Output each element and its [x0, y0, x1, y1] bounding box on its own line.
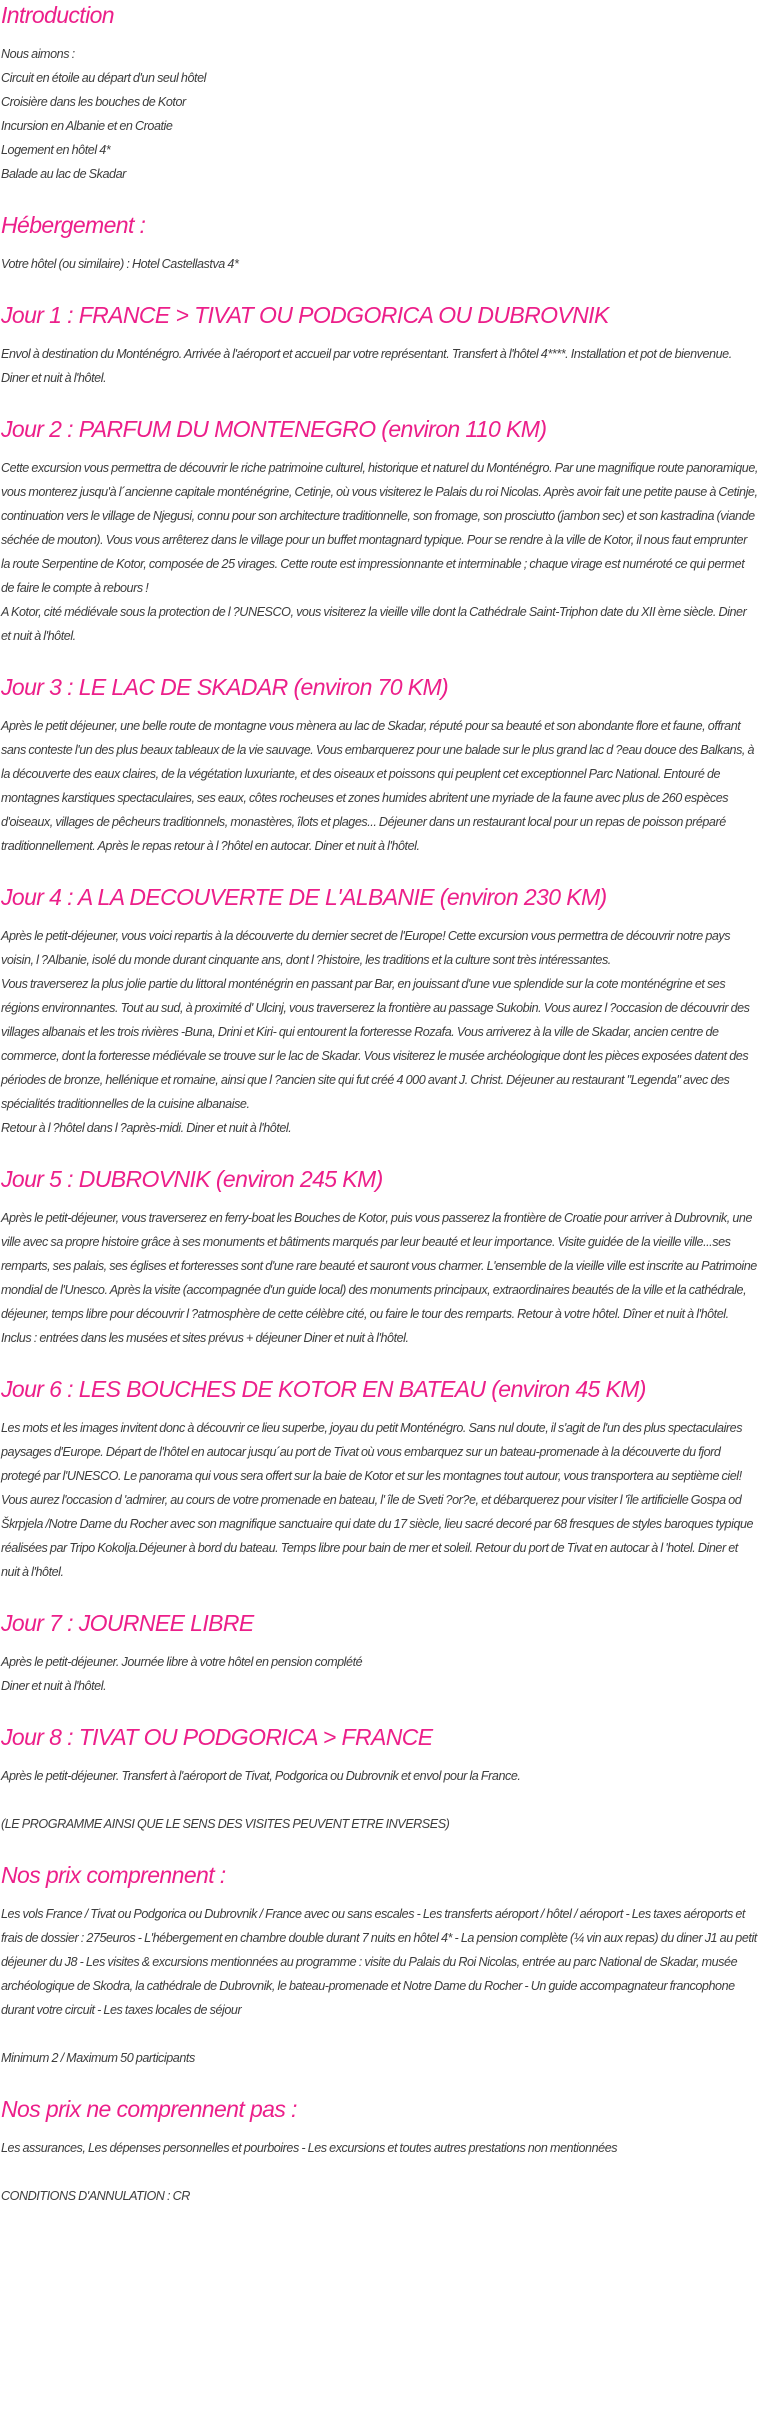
day-2-section: [1, 414, 758, 648]
intro-section: [1, 0, 758, 186]
day-6-section: [1, 1374, 758, 1584]
day-7-section: [1, 1608, 758, 1698]
day-4-section: [1, 882, 758, 1140]
day-8-section: [1, 1722, 758, 1836]
excludes-section: [1, 2094, 758, 2208]
day-8-text: Après le petit-déjeuner. Transfert à l'aéroport de Tivat, Podgorica ou Dubrovnik et envol pour la France.: [1, 1769, 521, 1783]
includes-section: [1, 1860, 758, 2070]
intro-line: Circuit en étoile au départ d'un seul hôtel: [1, 71, 206, 85]
day-3-text: Après le petit déjeuner, une belle route de montagne vous mènera au lac de Skadar, réputé pour sa beauté et son abondante flore et faune, offrant sans conteste l'un des plus beaux tableaux de la vie sauvage. Vous embarquerez pour une balade sur le plus grand lac d ?eau douce des Balkans, à la découverte des eaux claires, de la végétation luxuriante, et des oiseaux et poissons qui peuplent cet exceptionnel Parc National. Entouré de montagnes karstiques spectaculaires, ses eaux, côtes rocheuses et zones humides abritent une myriade de la faune avec plus de 260 espèces d'oiseaux, villages de pêcheurs traditionnels, monastères, îlots et plages... Déjeuner dans un restaurant local pour un repas de poisson préparé traditionnellement. Après le repas retour à l ?hôtel en autocar. Diner et nuit à l'hôtel.: [1, 719, 755, 853]
includes-text: Les vols France / Tivat ou Podgorica ou Dubrovnik / France avec ou sans escales - Les transferts aéroport / hôtel / aéroport - Les taxes aéroports et frais de dossier : 275euros - L'hébergement en chambre double durant 7 nuits en hôtel 4* - La pension complète (¼ vin aux repas) du diner J1 au petit déjeuner du J8 - Les visites & excursions mentionnées au programme : visite du Palais du Roi Nicolas, entrée au parc National de Skadar, musée archéologique de Skodra, la cathédrale de Dubrovnik, le bateau-promenade et Notre Dame du Rocher - Un guide accompagnateur francophone durant votre circuit - Les taxes locales de séjour: [1, 1907, 757, 2017]
includes-heading: Nos prix comprennent :: [1, 1862, 226, 1888]
day-5-section: [1, 1164, 758, 1350]
excludes-text: Les assurances, Les dépenses personnelles et pourboires - Les excursions et toutes autres prestations non mentionnées: [1, 2141, 618, 2155]
intro-heading: Introduction: [1, 2, 114, 28]
day-4-text: Après le petit-déjeuner, vous voici repartis à la découverte du dernier secret de l'Europe! Cette excursion vous permettra de découvrir notre pays voisin, l ?Albanie, isolé du monde durant cinquante ans, dont l ?histoire, les traditions et la culture sont très intéressantes.: [1, 929, 731, 967]
participants-text: Minimum 2 / Maximum 50 participants: [1, 2051, 195, 2065]
intro-line: Incursion en Albanie et en Croatie: [1, 119, 173, 133]
day-1-section: [1, 300, 758, 390]
intro-list: [1, 42, 758, 186]
day-7-heading: Jour 7 : JOURNEE LIBRE: [1, 1610, 254, 1636]
day-7-text: Diner et nuit à l'hôtel.: [1, 1679, 107, 1693]
day-8-heading: Jour 8 : TIVAT OU PODGORICA > FRANCE: [1, 1724, 433, 1750]
day-2-text: Cette excursion vous permettra de découvrir le riche patrimoine culturel, historique et naturel du Monténégro. Par une magnifique route panoramique, vous monterez jusqu'à l´ancienne capitale monténégrine, Cetinje, où vous visiterez le Palais du roi Nicolas. Après avoir fait une petite pause à Cetinje, continuation vers le village de Njegusi, connu pour son architecture traditionnelle, son fromage, son prosciutto (jambon sec) et son kastradina (viande séchée de mouton). Vous vous arrêterez dans le village pour un buffet montagnard typique. Pour se rendre à la ville de Kotor, il nous faut emprunter la route Serpentine de Kotor, composée de 25 virages. Cette route est impressionnante et interminable ; chaque virage est numéroté ce qui permet de faire le compte à rebours !: [1, 461, 758, 595]
day-5-heading: Jour 5 : DUBROVNIK (environ 245 KM): [1, 1166, 383, 1192]
day-2-heading: Jour 2 : PARFUM DU MONTENEGRO (environ 110 KM): [1, 416, 547, 442]
intro-line: Croisière dans les bouches de Kotor: [1, 95, 186, 109]
day-4-text: Vous traverserez la plus jolie partie du littoral monténégrin en passant par Bar, en jouissant d'une vue splendide sur la cote monténégrine et ses régions environnantes. Tout au sud, à proximité d' Ulcinj, vous traverserez la frontière au passage Sukobin. Vous aurez l ?occasion de découvrir des villages albanais et les trois rivières -Buna, Drini et Kiri- qui entourent la forteresse Rozafa. Vous arriverez à la ville de Skadar, ancien centre de commerce, dont la forteresse médiévale se trouve sur le lac de Skadar. Vous visiterez le musée archéologique dont les pièces exposées datent des périodes de bronze, hellénique et romaine, ainsi que l ?ancien site qui fut créé 4 000 avant J. Christ. Déjeuner au restaurant "Legenda" avec des spécialités traditionnelles de la cuisine albanaise.: [1, 977, 750, 1111]
hebergement-text: Votre hôtel (ou similaire) : Hotel Castellastva 4*: [1, 257, 239, 271]
hebergement-section: [1, 210, 758, 276]
day-3-heading: Jour 3 : LE LAC DE SKADAR (environ 70 KM): [1, 674, 449, 700]
intro-line: Logement en hôtel 4*: [1, 143, 111, 157]
excludes-heading: Nos prix ne comprennent pas :: [1, 2096, 297, 2122]
hebergement-heading: Hébergement :: [1, 212, 146, 238]
day-4-heading: Jour 4 : A LA DECOUVERTE DE L'ALBANIE (environ 230 KM): [1, 884, 607, 910]
intro-line: Balade au lac de Skadar: [1, 167, 126, 181]
day-2-text: A Kotor, cité médiévale sous la protection de l ?UNESCO, vous visiterez la vieille ville dont la Cathédrale Saint-Triphon date du XII ème siècle. Diner et nuit à l'hôtel.: [1, 605, 747, 643]
day-4-text: Retour à l ?hôtel dans l ?après-midi. Diner et nuit à l'hôtel.: [1, 1121, 292, 1135]
day-5-text: Après le petit-déjeuner, vous traverserez en ferry-boat les Bouches de Kotor, puis vous passerez la frontière de Croatie pour arriver à Dubrovnik, une ville avec sa propre histoire grâce à ses monuments et bâtiments marqués par leur beauté et leur importance. Visite guidée de la vieille ville...ses remparts, ses palais, ses églises et forteresses sont d'une rare beauté et sauront vous charmer. L'ensemble de la vieille ville est inscrite au Patrimoine mondial de l'Unesco. Après la visite (accompagnée d'un guide local) des monuments principaux, extraordinaires beautés de la ville et la cathédrale, déjeuner, temps libre pour découvrir l ?atmosphère de cette célèbre cité, ou faire le tour des remparts. Retour à votre hôtel. Dîner et nuit à l'hôtel. Inclus : entrées dans les musées et sites prévus + déjeuner Diner et nuit à l'hôtel.: [1, 1211, 757, 1345]
day-1-heading: Jour 1 : FRANCE > TIVAT OU PODGORICA OU DUBROVNIK: [1, 302, 609, 328]
day-6-text: Les mots et les images invitent donc à découvrir ce lieu superbe, joyau du petit Monténégro. Sans nul doute, il s'agit de l'un des plus spectaculaires paysages d'Europe. Départ de l'hôtel en autocar jusqu´au port de Tivat où vous embarquez sur un bateau-promenade à la découverte du fjord protegé par l'UNESCO. Le panorama qui vous sera offert sur la baie de Kotor et sur les montagnes tout autour, vous transportera au septième ciel! Vous aurez l'occasion d 'admirer, au cours de votre promenade en bateau, l' île de Sveti ?or?e, et débarquerez pour visiter l 'île artificielle Gospa od Škrpjela /Notre Dame du Rocher avec son magnifique sanctuaire qui date du 17 siècle, lieu sacré decoré par 68 fresques de styles baroques typique réalisées par Tripo Kokolja.Déjeuner à bord du bateau. Temps libre pour bain de mer et soleil. Retour du port de Tivat en autocar à l 'hotel. Diner et nuit à l'hôtel.: [1, 1421, 754, 1579]
cancellation-text: CONDITIONS D'ANNULATION : CR: [1, 2189, 190, 2203]
intro-line: Nous aimons :: [1, 47, 75, 61]
day-3-section: [1, 672, 758, 858]
program-note: (LE PROGRAMME AINSI QUE LE SENS DES VISITES PEUVENT ETRE INVERSES): [1, 1817, 450, 1831]
day-7-text: Après le petit-déjeuner. Journée libre à votre hôtel en pension complété: [1, 1655, 363, 1669]
day-6-heading: Jour 6 : LES BOUCHES DE KOTOR EN BATEAU (environ 45 KM): [1, 1376, 646, 1402]
day-1-text: Envol à destination du Monténégro. Arrivée à l'aéroport et accueil par votre représentant. Transfert à l'hôtel 4****. Installation et pot de bienvenue. Diner et nuit à l'hôtel.: [1, 347, 732, 385]
